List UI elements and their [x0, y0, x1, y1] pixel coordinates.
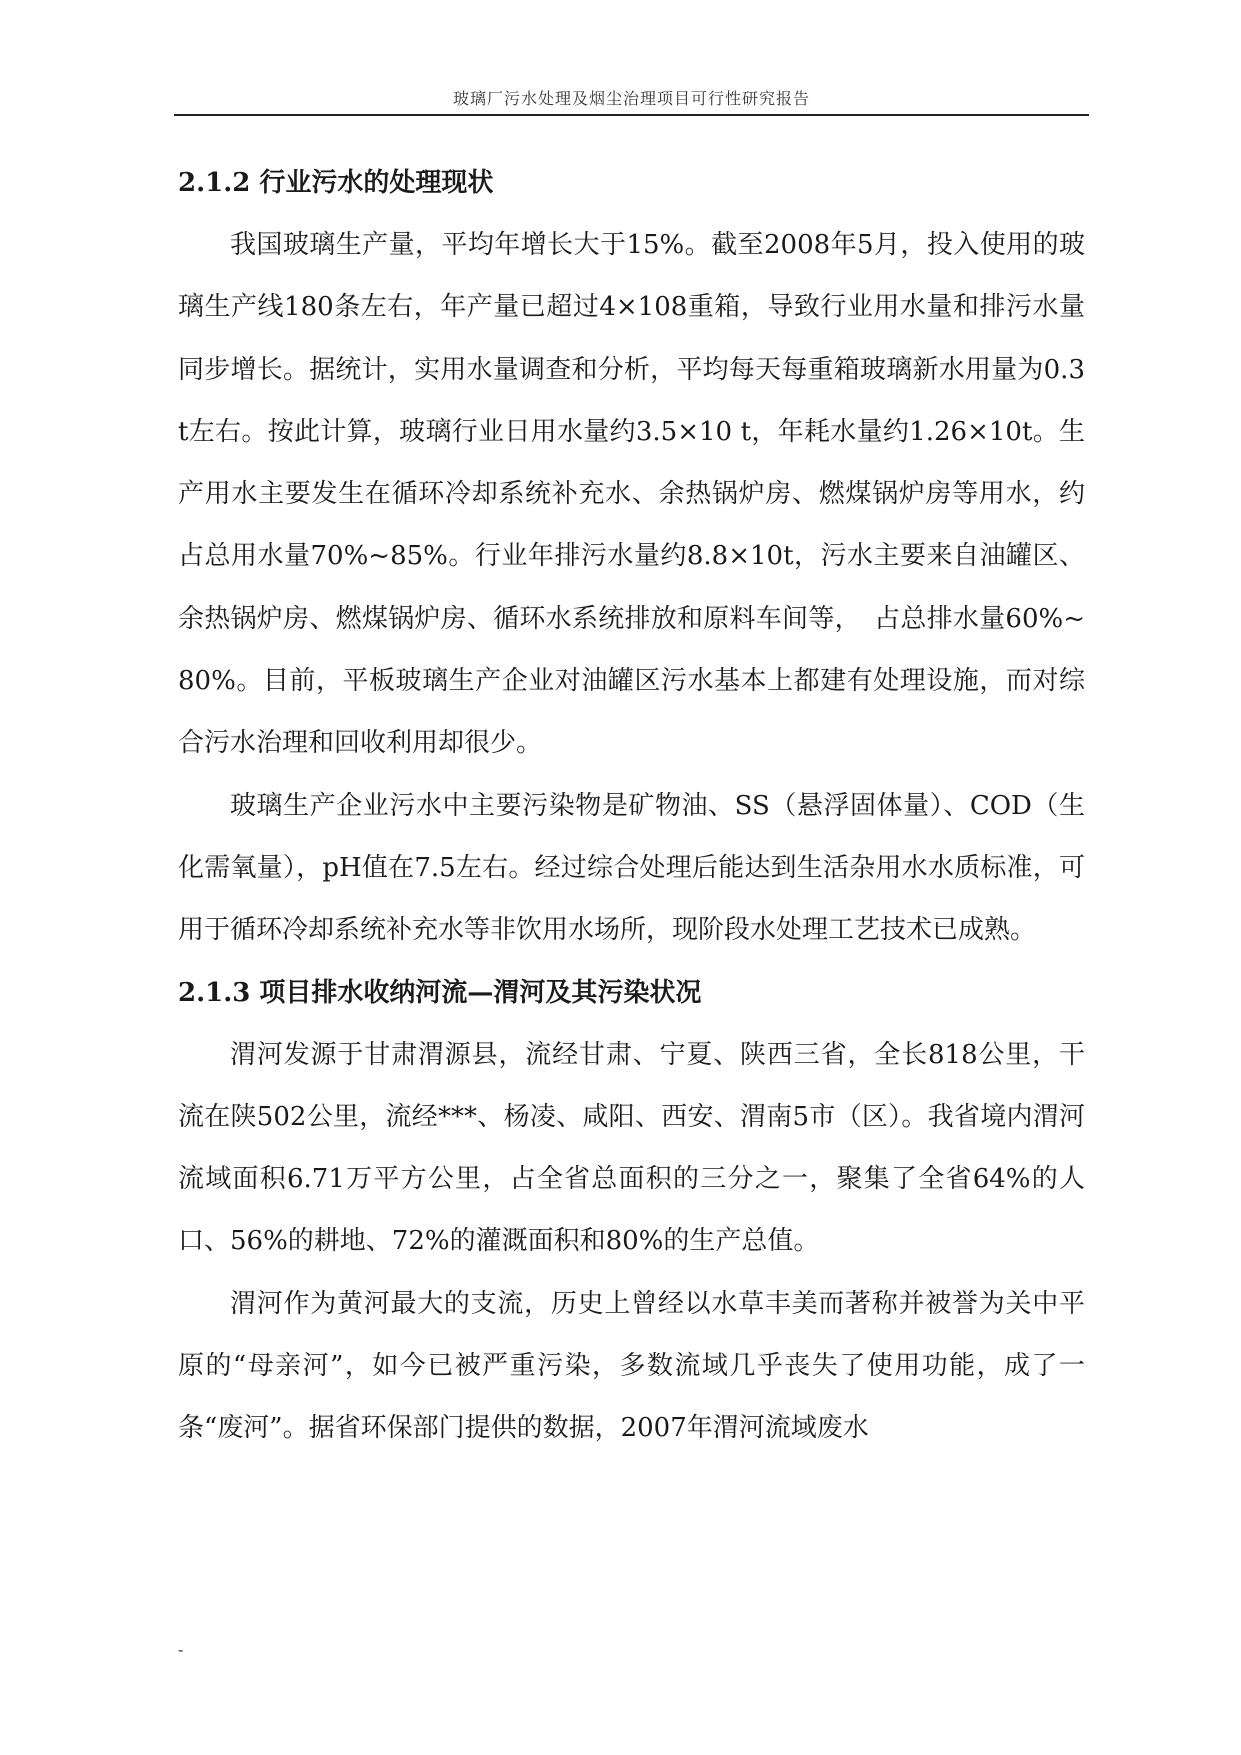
header-rule [174, 114, 1089, 116]
paragraph: 玻璃生产企业污水中主要污染物是矿物油、SS（悬浮固体量）、COD（生化需氧量），pH值在7.5左右。经过综合处理后能达到生活杂用水水质标准，可用于循环冷却系统补充水等非饮用水场所，现阶段水处理工艺技术已成熟。 [178, 790, 1085, 946]
paragraph: 渭河作为黄河最大的支流，历史上曾经以水草丰美而著称并被誉为关中平原的“母亲河”，如今已被严重污染，多数流域几乎丧失了使用功能，成了一条“废河”。据省环保部门提供的数据，2007年渭河流域废水 [178, 1288, 1085, 1444]
section-heading-2-1-3: 2.1.3 项目排水收纳河流—渭河及其污染状况 [178, 977, 702, 1008]
paragraph: 渭河发源于甘肃渭源县，流经甘肃、宁夏、陕西三省，全长818公里，干流在陕502公里，流经***、杨凌、咸阳、西安、渭南5市（区）。我省境内渭河流域面积6.71万平方公里，占全省总面积的三分之一，聚集了全省64%的人口、56%的耕地、72%的灌溉面积和80%的生产总值。 [178, 1039, 1085, 1257]
running-header: 玻璃厂污水处理及烟尘治理项目可行性研究报告 [452, 89, 810, 108]
paragraph: 我国玻璃生产量，平均年增长大于15%。截至2008年5月，投入使用的玻璃生产线180条左右，年产量已超过4×108重箱，导致行业用水量和排污水量同步增长。据统计，实用水量调查和分析，平均每天每重箱玻璃新水用量为0.3 t左右。按此计算，玻璃行业日用水量约3.5×10 t，年耗水量约1.26×10t。生产用水主要发生在循环冷却系统补充水、余热锅炉房、燃煤锅炉房等用水，约占总用水量70%~85%。行业年排污水量约8.8×10t，污水主要来自油罐区、余热锅炉房、燃煤锅炉房、循环水系统排放和原料车间等， 占总排水量60%~80%。目前，平板玻璃生产企业对油罐区污水基本上都建有处理设施，而对综合污水治理和回收利用却很少。 [178, 230, 1085, 759]
document-body [178, 152, 1085, 1460]
footer-mark: - [178, 1640, 184, 1659]
section-heading-2-1-2: 2.1.2 行业污水的处理现状 [178, 168, 494, 198]
